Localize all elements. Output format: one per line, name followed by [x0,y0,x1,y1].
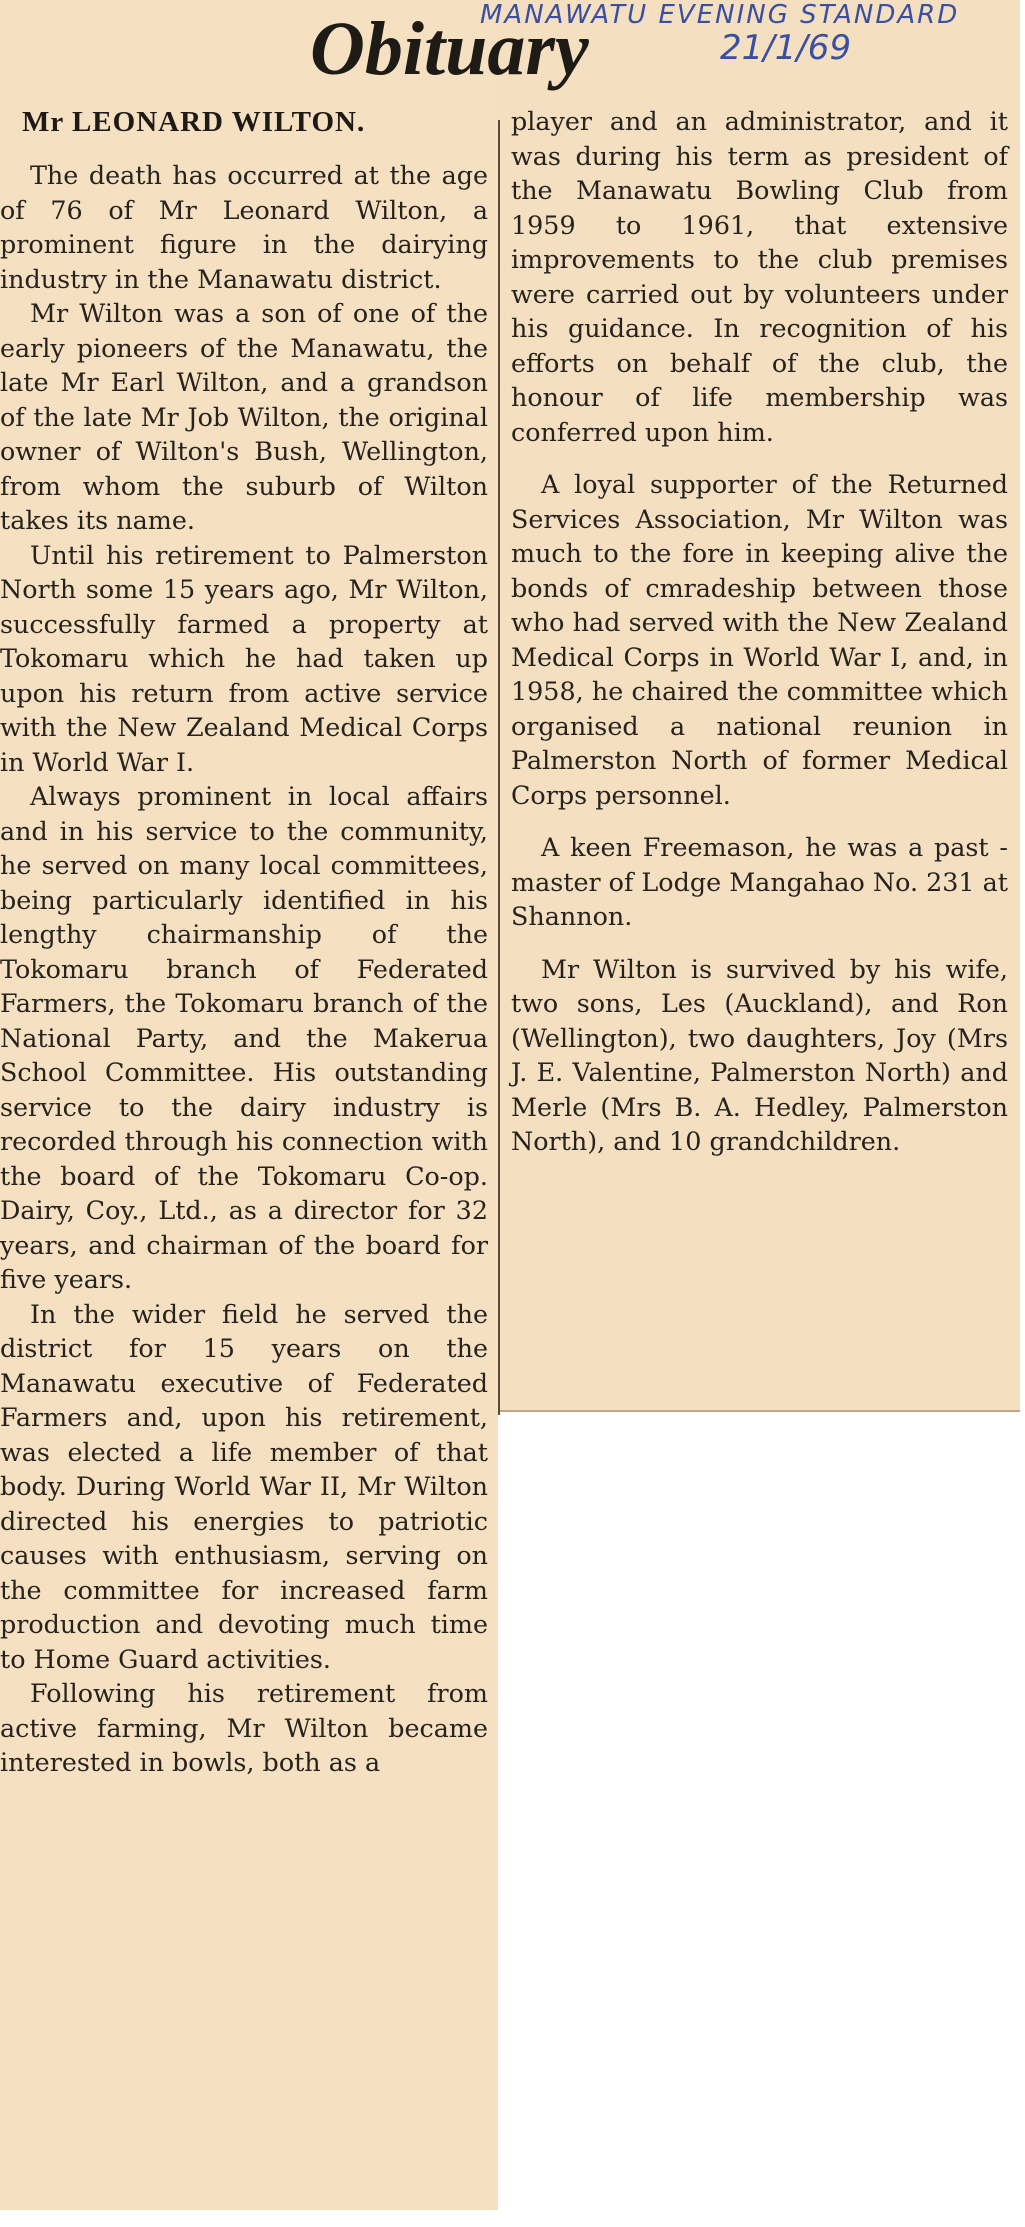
right-column [511,104,1008,1159]
handwritten-paper-name: MANAWATU EVENING STANDARD [480,0,960,30]
paragraph-death-notice: The death has occurred at the age of 76 of Mr Leonard Wilton, a prominent figure in the dairying industry in the Manawatu district. [0,160,488,294]
paragraph-freemason: A keen Freemason, he was a past - master of Lodge Mangahao No. 231 at Shannon. [511,832,1008,931]
left-column [0,158,488,1780]
paragraph-wider-field: In the wider field he served the district for 15 years on the Manawatu executive of Federated Farmers and, upon his retirement, was elected a life member of that body. During World War II, Mr Wilton directed his energies to patriotic causes with enthusiasm, serving on the committee for increased farm production and devoting much time to Home Guard activities. [0,1298,488,1674]
paragraph-rsa: A loyal supporter of the Returned Services Association, Mr Wilton was much to the fore in keeping alive the bonds of cmradeship between those who had served with the New Zealand Medical Corps in World War I, and, in 1958, he chaired the committee which organised a national reunion in Palmerston North of former Medical Corps personnel. [511,469,1008,810]
obituary-headline: Mr LEONARD WILTON. [22,106,366,138]
paragraph-farming-career: Until his retirement to Palmerston North some 15 years ago, Mr Wilton, successfully farmed a property at Tokomaru which he had taken up upon his return from active service with the New Zealand Medical Corps in World War I. [0,539,488,777]
paragraph-bowls-continued: player and an administrator, and it was during his term as president of the Manawatu Bowling Club from 1959 to 1961, that extensive improvements to the club premises were carried out by volunteers under his guidance. In recognition of his efforts on behalf of the club, the honour of life membership was conferred upon him. [511,106,1008,447]
column-divider [498,120,500,1415]
page-title: Obituary [310,7,589,91]
handwritten-date: 21/1/69 [720,28,852,68]
paragraph-local-affairs: Always prominent in local affairs and in his service to the community, he served on many local committees, being particularly identified in his lengthy chairmanship of the Tokomaru branch of Federated Farmers, the Tokomaru branch of the National Party, and the Makerua School Committee. His outstanding service to the dairy industry is recorded through his connection with the board of the Tokomaru Co-op. Dairy, Coy., Ltd., as a director for 32 years, and chairman of the board for five years. [0,781,488,1294]
paragraph-survived-by: Mr Wilton is survived by his wife, two sons, Les (Auckland), and Ron (Wellington), two daughters, Joy (Mrs J. E. Valentine, Palmerston North) and Merle (Mrs B. A. Hedley, Palmerston North), and 10 grandchildren. [511,953,1008,1156]
paragraph-bowls-start: Following his retirement from active farming, Mr Wilton became interested in bowls, both as a [0,1678,488,1777]
paragraph-family-background: Mr Wilton was a son of one of the early pioneers of the Manawatu, the late Mr Earl Wilton, and a grandson of the late Mr Job Wilton, the original owner of Wilton's Bush, Wellington, from whom the suburb of Wilton takes its name. [0,298,488,535]
